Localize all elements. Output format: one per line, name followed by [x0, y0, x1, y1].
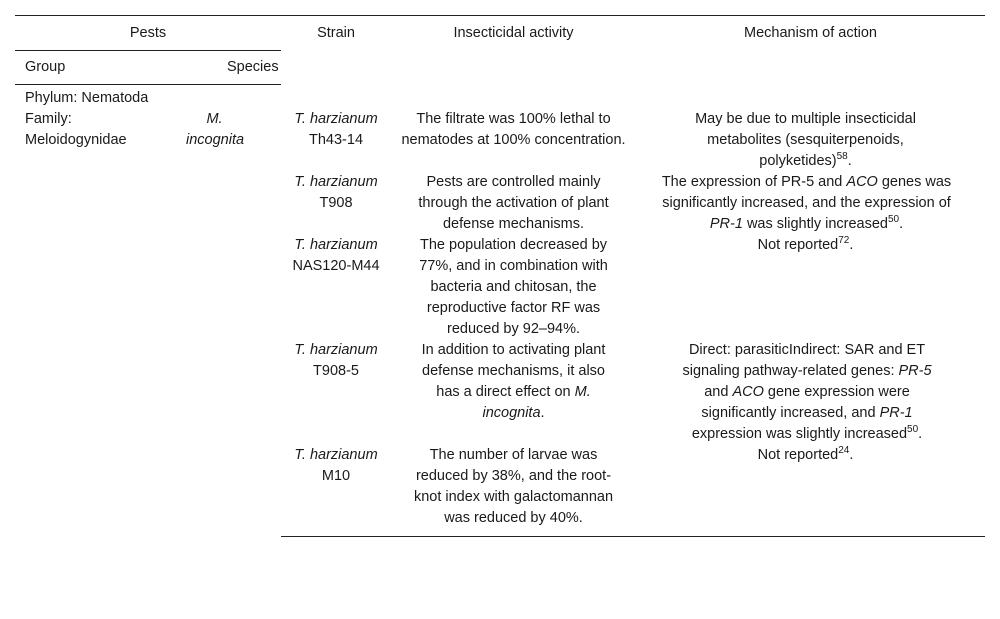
mechanism-text: . [918, 426, 923, 442]
strain-code: M10 [321, 468, 351, 484]
mechanism-text: The expression of PR-5 and [661, 174, 847, 190]
mechanism-text: Direct: parasiticIndirect: SAR and ET signaling pathway-related genes: [682, 342, 926, 379]
header-species: Species [164, 51, 281, 85]
gene-name: ACO [846, 174, 878, 190]
mechanism-text: and [704, 384, 733, 400]
strain-cell [281, 109, 391, 172]
strain-name: T. harzianum [294, 447, 378, 463]
strain-code: Th43-14 [309, 132, 364, 148]
reference-superscript: 50 [888, 214, 900, 226]
activity-cell: The filtrate was 100% lethal to nematodes at 100% concentration. [401, 111, 626, 148]
activity-text: . [540, 405, 545, 421]
header-pests: Pests [15, 16, 281, 51]
gene-name: ACO [732, 384, 764, 400]
strain-name: T. harzianum [294, 174, 378, 190]
reference-superscript: 50 [907, 424, 919, 436]
strain-name: T. harzianum [294, 111, 378, 127]
table-row [15, 109, 985, 172]
strain-name: T. harzianum [294, 342, 378, 358]
mechanism-text: genes was significantly increased, and the expression of [662, 174, 952, 211]
gene-name: PR-1 [709, 216, 743, 232]
species-cell: M. incognita [186, 111, 245, 148]
mechanism-cell: Not reported$^{24}$. [636, 445, 985, 537]
mechanism-cell [636, 340, 985, 445]
header-group: Group [15, 51, 164, 85]
activity-cell: Pests are controlled mainly through the activation of plant defense mechanisms. [418, 174, 609, 232]
header-insecticidal-activity: Insecticidal activity [391, 16, 636, 85]
reference-superscript: 58 [836, 151, 848, 163]
mechanism-text: May be due to multiple insecticidal metabolites (sesquiterpenoids, polyketides) [695, 111, 916, 169]
phylum-cell: Phylum: Nematoda [25, 90, 149, 106]
mechanism-cell: The expression of PR-5 and ACO genes was significantly increased, and the expression of PR-1 was slightly increased$^{50}$. [661, 174, 952, 232]
mechanism-text: gene expression were significantly increased, and [701, 384, 910, 421]
table-row-phylum [15, 85, 985, 110]
strain-cell [281, 172, 391, 235]
mechanism-text: Not reported [757, 237, 839, 253]
gene-name: PR-5 [898, 363, 932, 379]
gene-name: PR-1 [879, 405, 913, 421]
mechanism-text: was slightly increased [742, 216, 888, 232]
header-strain: Strain [281, 16, 391, 85]
species-name: M. incognita [482, 384, 591, 421]
mechanism-cell: May be due to multiple insecticidal metabolites (sesquiterpenoids, polyketides)$^{58}$. [695, 111, 916, 169]
strain-name: T. harzianum [294, 237, 378, 253]
strain-code: NAS120-M44 [292, 258, 380, 274]
pest-strain-table [15, 15, 985, 537]
mechanism-text: expression was slightly increased [691, 426, 908, 442]
strain-code: T908-5 [313, 363, 359, 379]
reference-superscript: 24 [838, 445, 850, 457]
strain-cell [281, 340, 391, 445]
strain-cell [281, 445, 391, 537]
mechanism-cell: Not reported$^{72}$. [757, 235, 854, 253]
strain-cell [281, 235, 391, 340]
activity-cell [391, 340, 636, 445]
activity-text: In addition to activating plant defense mechanisms, it also has a direct effect on [421, 342, 606, 400]
family-cell: Family: Meloidogynidae [25, 111, 127, 148]
activity-cell: The population decreased by 77%, and in combination with bacteria and chitosan, the reproductive factor RF was reduced by 92–94%. [419, 237, 608, 337]
mechanism-text: Not reported [757, 447, 839, 463]
strain-code: T908 [319, 195, 353, 211]
header-mechanism-of-action: Mechanism of action [636, 16, 985, 85]
reference-superscript: 72 [838, 235, 850, 247]
activity-cell: The number of larvae was reduced by 38%, and the root-knot index with galactomannan was reduced by 40%. [391, 445, 636, 537]
